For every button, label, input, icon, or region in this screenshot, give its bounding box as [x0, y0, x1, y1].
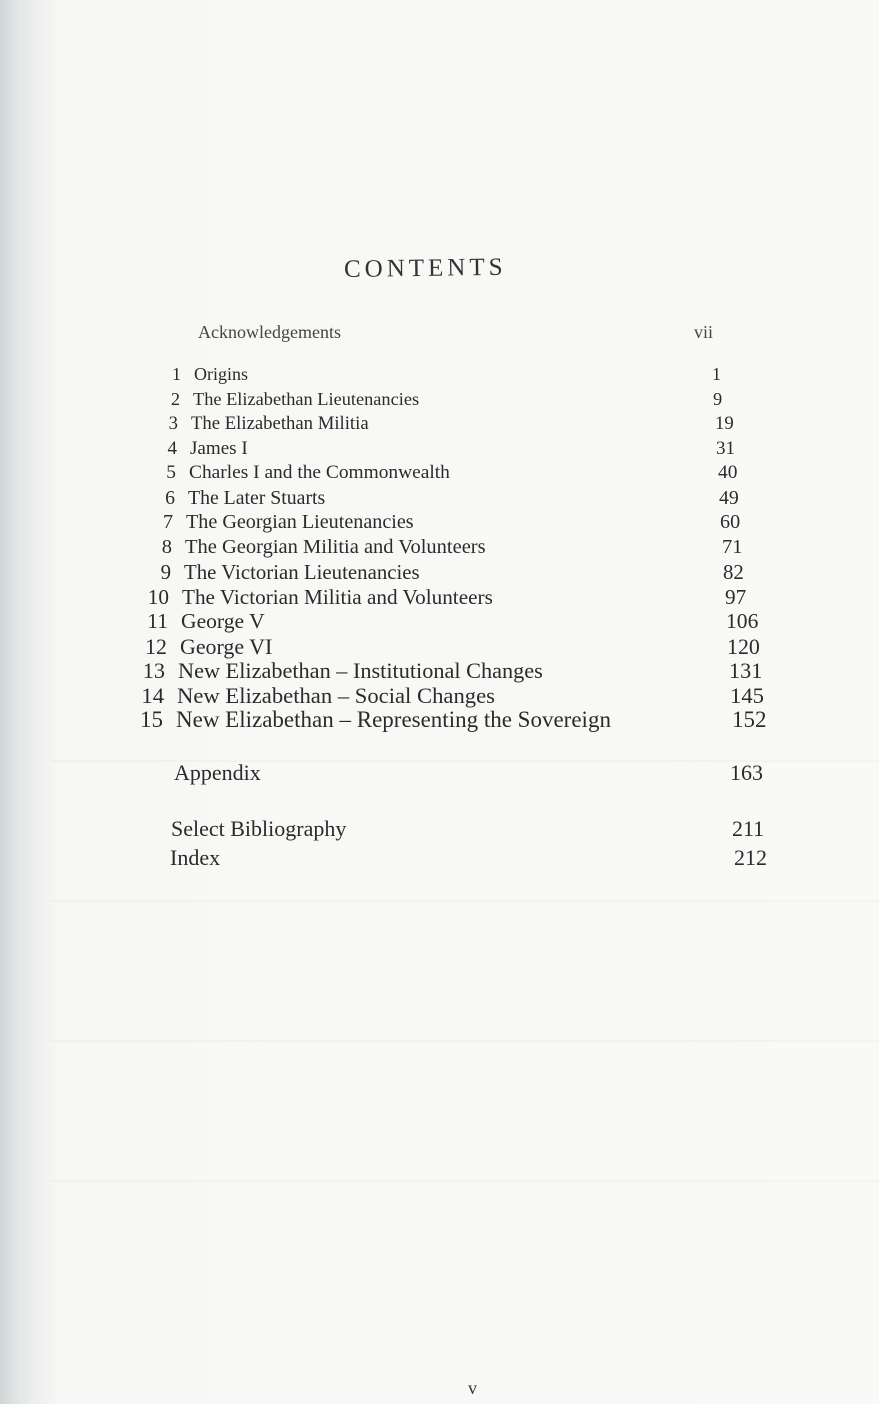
toc-entry-page: 120 [727, 633, 760, 659]
toc-entry-page: 163 [730, 760, 763, 785]
toc-entry-number: 13 [142, 658, 165, 683]
toc-entry [0, 707, 879, 738]
toc-entry [0, 413, 879, 440]
toc-entry [0, 438, 879, 465]
toc-entry-page: 212 [734, 845, 767, 870]
toc-entry-title: James I [190, 437, 248, 459]
toc-entry-number: 3 [168, 413, 178, 434]
toc-entry-title: Index [170, 845, 221, 870]
toc-entry-page: 60 [720, 511, 741, 533]
toc-entry-title: The Victorian Militia and Volunteers [182, 584, 493, 609]
toc-entry-number: 7 [162, 511, 173, 533]
toc-entry-number: 12 [145, 633, 167, 659]
toc-entry [0, 389, 879, 415]
toc-entry [0, 364, 879, 390]
toc-entry-page: 31 [716, 437, 736, 459]
show-through-line [50, 1180, 879, 1182]
toc-entry-page: 71 [722, 535, 743, 558]
toc-entry-page: 131 [729, 658, 763, 683]
toc-entry-number: 1 [172, 364, 181, 384]
toc-entry-appendix [0, 760, 879, 790]
toc-entry-number: 2 [170, 388, 180, 409]
toc-entry-number: 5 [166, 462, 176, 483]
toc-entry-title: The Georgian Militia and Volunteers [185, 535, 486, 558]
toc-entry-title: Charles I and the Commonwealth [189, 462, 450, 483]
toc-entry-acknowledgements [0, 322, 879, 348]
toc-entry-page: vii [694, 322, 714, 342]
toc-entry-title: New Elizabethan – Social Changes [177, 682, 495, 708]
toc-entry-number: 8 [161, 535, 172, 558]
show-through-line [50, 900, 879, 902]
toc-entry-page: 1 [712, 364, 721, 384]
page-number: v [468, 1378, 477, 1398]
toc-entry-page: 152 [732, 707, 767, 732]
page-title: CONTENTS [343, 253, 507, 283]
toc-entry-page: 145 [730, 682, 764, 708]
toc-entry-title: Acknowledgements [198, 322, 341, 342]
toc-entry-page: 49 [719, 486, 739, 509]
toc-entry-bibliography [0, 816, 879, 846]
toc-entry-title: George V [181, 609, 265, 633]
toc-entry-title: The Victorian Lieutenancies [184, 560, 420, 584]
toc-entry-title: New Elizabethan – Institutional Changes [178, 658, 543, 683]
toc-entry-page: 19 [715, 413, 734, 434]
toc-entry-page: 106 [726, 609, 759, 633]
toc-entry-title: George VI [180, 633, 273, 659]
toc-entry-number: 10 [147, 584, 169, 609]
toc-entry-number: 6 [165, 486, 175, 509]
toc-entry-index [0, 845, 879, 875]
toc-entry-title: Origins [194, 364, 248, 384]
toc-entry-title: The Elizabethan Militia [191, 413, 369, 434]
toc-entry-page: 82 [723, 560, 744, 584]
toc-entry-number: 4 [167, 437, 177, 459]
toc-entry-title: Appendix [174, 760, 261, 785]
toc-entry-number: 14 [141, 682, 164, 708]
toc-entry-page: 211 [732, 816, 765, 841]
toc-entry-title: New Elizabethan – Representing the Sovereign [176, 707, 611, 732]
toc-entry-page: 40 [718, 462, 738, 483]
toc-entry-title: The Elizabethan Lieutenancies [193, 388, 420, 409]
show-through-line [50, 1040, 879, 1042]
toc-entry-page: 97 [725, 584, 747, 609]
toc-entry-number: 11 [147, 609, 168, 633]
toc-entry-number: 9 [160, 560, 171, 584]
toc-entry-title: Select Bibliography [171, 816, 347, 841]
toc-entry-number: 15 [140, 707, 163, 732]
toc-entry-page: 9 [713, 388, 723, 409]
toc-entry-title: The Georgian Lieutenancies [186, 511, 414, 533]
toc-entry-title: The Later Stuarts [188, 486, 326, 509]
toc-entry [0, 462, 879, 489]
